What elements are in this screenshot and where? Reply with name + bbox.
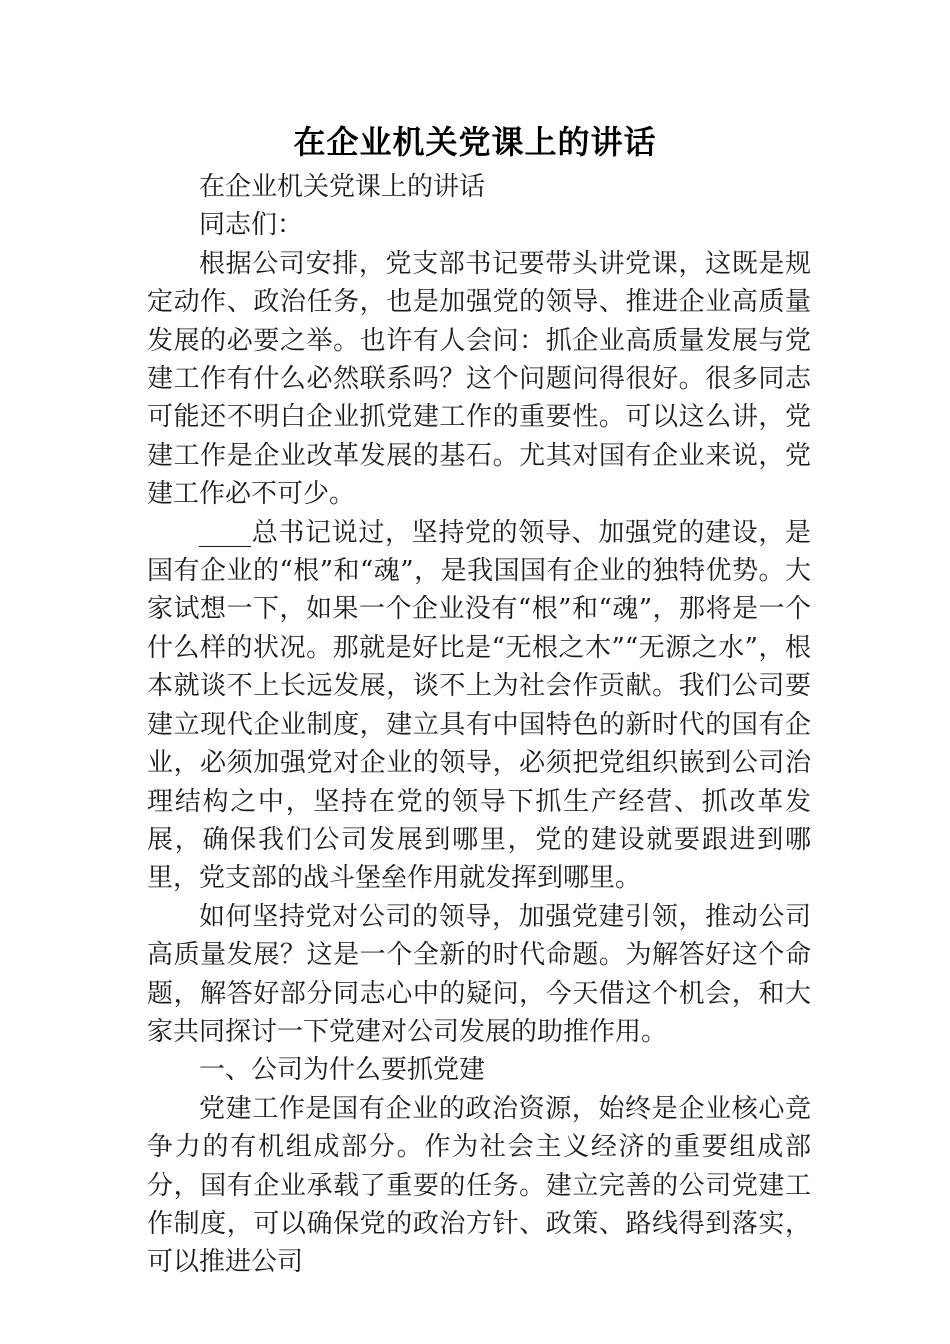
- document-title: 在企业机关党课上的讲话: [293, 123, 657, 161]
- section-heading-1: 一、公司为什么要抓党建: [199, 1055, 486, 1086]
- paragraph-quote: ____总书记说过，坚持党的领导、加强党的建设，是国有企业的“根”和“魂”，是我国国有企业的独特优势。大家试想一下，如果一个企业没有“根”和“魂”，那将是一个什么样的状况。那就是好比是“无根之木”“无源之水”，根本就谈不上长远发展，谈不上为社会作贡献。我们公司要建立现代企业制度，建立具有中国特色的新时代的国有企业，必须加强党对企业的领导，必须把党组织嵌到公司治理结构之中，坚持在党的领导下抓生产经营、抓改革发展，确保我们公司发展到哪里，党的建设就要跟进到哪里，党支部的战斗堡垒作用就发挥到哪里。: [147, 517, 811, 894]
- paragraph-section-1: 党建工作是国有企业的政治资源，始终是企业核心竞争力的有机组成部分。作为社会主义经济的重要组成部分，国有企业承载了重要的任务。建立完善的公司党建工作制度，可以确保党的政治方针、政策、路线得到落实，可以推进公司: [147, 1093, 811, 1278]
- document-body: [147, 168, 811, 1282]
- paragraph-salutation: 同志们：: [199, 210, 304, 241]
- paragraph-intro: 根据公司安排，党支部书记要带头讲党课，这既是规定动作、政治任务，也是加强党的领导、推进企业高质量发展的必要之举。也许有人会问：抓企业高质量发展与党建工作有什么必然联系吗？这个问题问得很好。很多同志可能还不明白企业抓党建工作的重要性。可以这么讲，党建工作是企业改革发展的基石。尤其对国有企业来说，党建工作必不可少。: [147, 248, 811, 510]
- paragraph-question: 如何坚持党对公司的领导，加强党建引领，推动公司高质量发展？这是一个全新的时代命题。为解答好这个命题，解答好部分同志心中的疑问，今天借这个机会，和大家共同探讨一下党建对公司发展的助推作用。: [147, 901, 811, 1047]
- paragraph-subtitle: 在企业机关党课上的讲话: [199, 172, 486, 202]
